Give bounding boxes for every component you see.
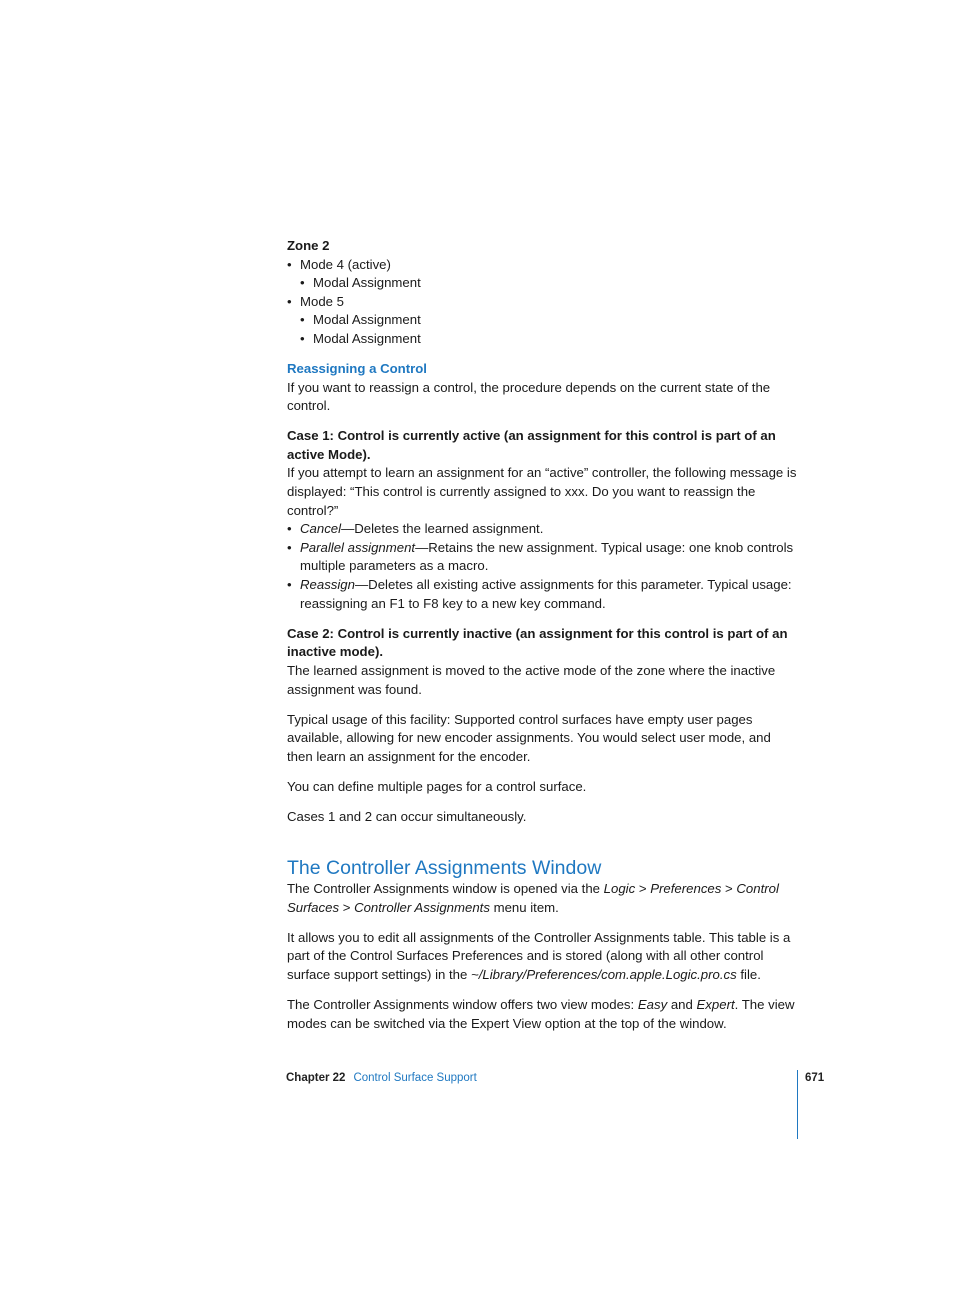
list-item: • Modal Assignment	[300, 274, 797, 293]
chapter-label: Chapter 22	[286, 1072, 346, 1084]
option-cancel: • Cancel—Deletes the learned assignment.	[287, 520, 797, 539]
list-item: • Mode 5	[287, 293, 797, 312]
case2-heading: Case 2: Control is currently inactive (an assignment for this control is part of an inactive mode).	[287, 625, 788, 660]
zone-block	[287, 237, 797, 349]
reassign-heading: Reassigning a Control	[287, 361, 427, 376]
page-number: 671	[805, 1072, 825, 1084]
section-title: The Controller Assignments Window	[287, 857, 602, 879]
chapter-name-link[interactable]: Control Surface Support	[353, 1072, 477, 1084]
typical-usage: Typical usage of this facility: Supported control surfaces have empty user pages available, allowing for new encoder assignments. You would select user mode, and then learn an assignment for the encoder.	[287, 711, 771, 764]
pages-note: You can define multiple pages for a control surface.	[287, 778, 587, 794]
window-p2: It allows you to edit all assignments of the Controller Assignments table. This table is a part of the Control Surfaces Preferences and is stored (along with all other control surface support settings) in the ~/Library/Preferences/com.apple.Logic.pro.cs file.	[287, 929, 791, 982]
window-p3: The Controller Assignments window offers two view modes: Easy and Expert. The view modes can be switched via the Expert View option at the top of the window.	[287, 996, 795, 1031]
case1-body: If you attempt to learn an assignment for an “active” controller, the following message is displayed: “This control is currently assigned to xxx. Do you want to reassign the control?”	[287, 465, 797, 518]
option-parallel: • Parallel assignment—Retains the new assignment. Typical usage: one knob controls multiple parameters as a macro.	[287, 539, 797, 576]
simultaneous-note: Cases 1 and 2 can occur simultaneously.	[287, 808, 527, 824]
page-footer	[286, 1070, 477, 1086]
case1-heading: Case 1: Control is currently active (an assignment for this control is part of an active Mode).	[287, 428, 776, 462]
list-item: • Modal Assignment	[300, 311, 797, 330]
window-p1: The Controller Assignments window is opened via the Logic > Preferences > Control Surfaces > Controller Assignments menu item.	[287, 881, 779, 915]
option-reassign: • Reassign—Deletes all existing active assignments for this parameter. Typical usage: reassigning an F1 to F8 key to a new key command.	[287, 576, 797, 613]
reassign-intro: If you want to reassign a control, the procedure depends on the current state of the control.	[287, 379, 771, 414]
zone-title: Zone 2	[287, 238, 330, 253]
case2-body: The learned assignment is moved to the active mode of the zone where the inactive assignment was found.	[287, 662, 776, 697]
list-item: • Modal Assignment	[300, 330, 797, 349]
list-item: • Mode 4 (active)	[287, 256, 797, 275]
reassign-section	[287, 360, 797, 827]
footer-divider	[797, 1070, 798, 1139]
window-section	[287, 880, 797, 1033]
